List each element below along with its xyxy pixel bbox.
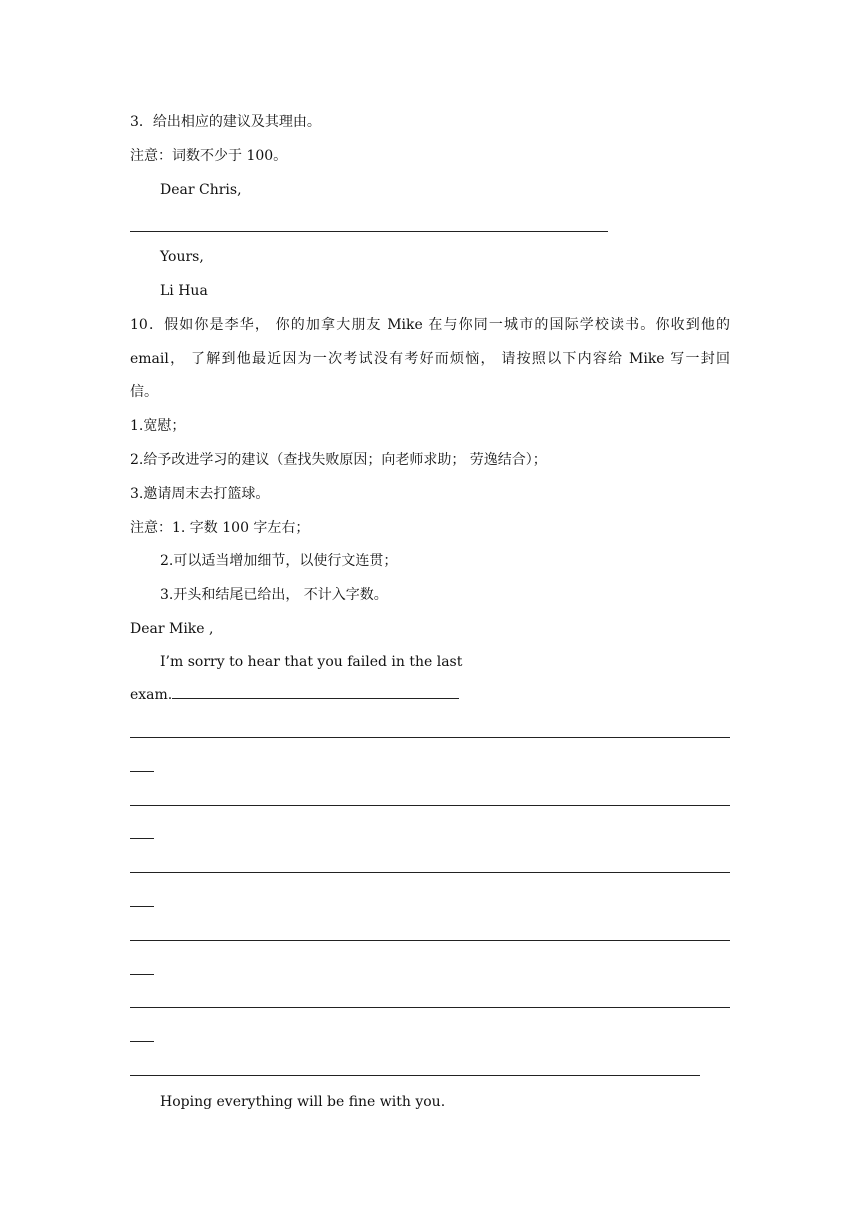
signature-li-hua: Li Hua [160,283,208,299]
q10-note-2: 2.可以适当增加细节，以使行文连贯； [160,553,398,569]
item-3-text: 3．给出相应的建议及其理由。 [130,114,321,130]
exam-line [130,686,459,704]
q10-note-3: 3.开头和结尾已给出， 不计入字数。 [160,587,388,603]
q10-prompt-line-3: 信。 [130,384,158,400]
writing-line [130,940,730,941]
q10-point-1: 1.宽慰； [130,418,186,434]
writing-line [130,872,730,873]
exam-blank-line [172,686,459,699]
q10-note-1: 注意：1. 字数 100 字左右； [130,520,310,536]
writing-line [130,737,730,738]
word-count-note: 注意：词数不少于 100。 [130,148,288,164]
q10-point-3: 3.邀请周末去打篮球。 [130,486,270,502]
writing-line-stub [130,838,154,839]
writing-line [130,1007,730,1008]
salutation-chris: Dear Chris, [160,182,242,198]
q10-point-2: 2.给予改进学习的建议（查找失败原因；向老师求助； 劳逸结合）； [130,452,547,468]
writing-line [130,805,730,806]
writing-line-stub [130,974,154,975]
letter-ending-sentence: Hoping everything will be fine with you. [160,1094,446,1110]
exam-word: exam. [130,687,173,703]
writing-line-stub [130,906,154,907]
writing-line-last [130,1075,700,1076]
q10-prompt-line-1: 10．假如你是李华， 你的加拿大朋友 Mike 在与你同一城市的国际学校读书。你收到他的 [130,317,730,333]
writing-line-stub [130,1041,154,1042]
salutation-mike: Dear Mike , [130,621,214,637]
closing-yours: Yours, [160,249,204,265]
q10-prompt-line-2: email， 了解到他最近因为一次考试没有考好而烦恼， 请按照以下内容给 Mike 写一封回 [130,351,730,367]
writing-line-stub [130,771,154,772]
writing-blank-line [130,231,608,232]
letter-opening-sentence: I’m sorry to hear that you failed in the last [160,654,463,670]
